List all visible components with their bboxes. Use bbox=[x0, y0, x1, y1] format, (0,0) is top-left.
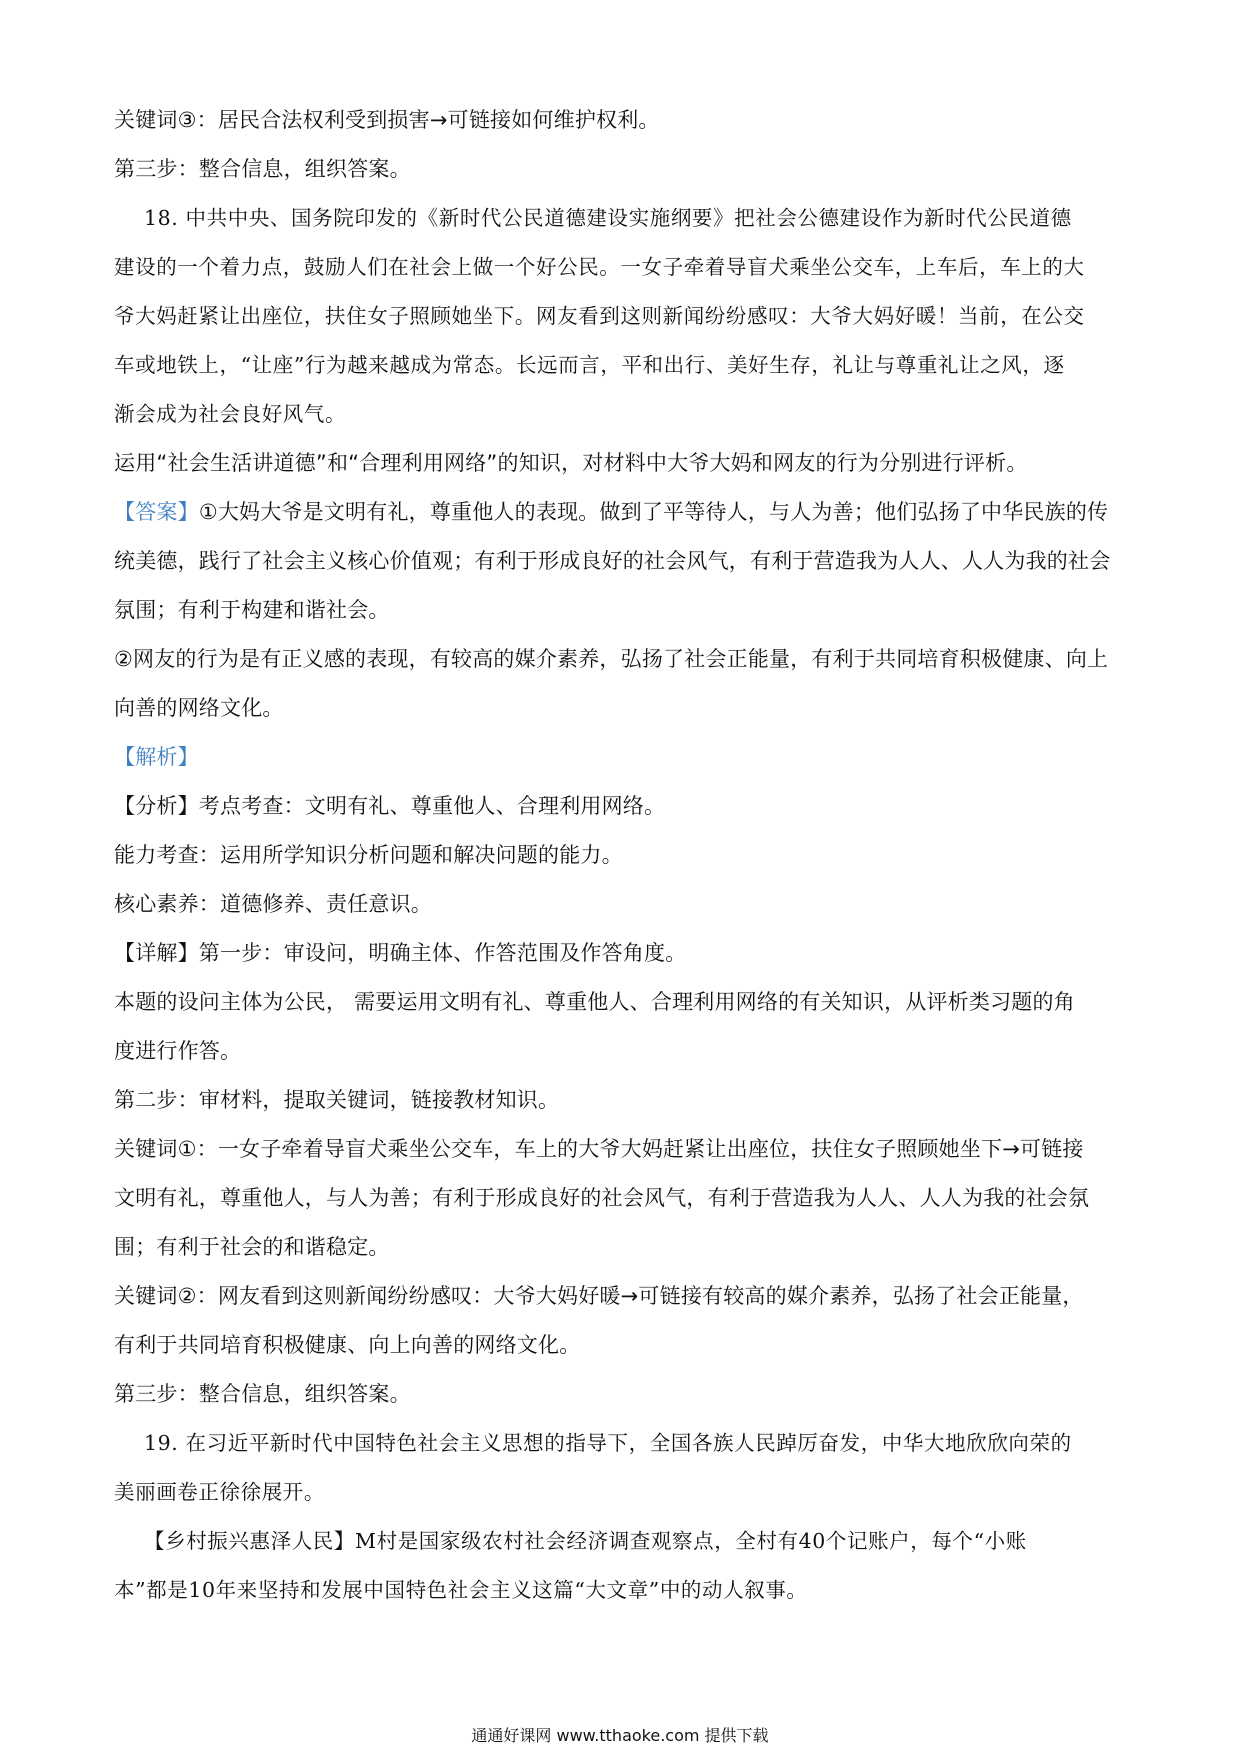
answer-line bbox=[114, 488, 1130, 537]
analysis-line: 【详解】第一步：审设问，明确主体、作答范围及作答角度。 bbox=[114, 941, 687, 965]
analysis-line: 【分析】考点考查：文明有礼、尊重他人、合理利用网络。 bbox=[114, 794, 666, 818]
answer-line: 统美德，践行了社会主义核心价值观；有利于形成良好的社会风气，有利于营造我为人人、人人为我的社会 bbox=[114, 549, 1111, 573]
page-footer: 通通好课网 www.tthaoke.com 提供下载 bbox=[471, 1726, 769, 1745]
analysis-line: 能力考查：运用所学知识分析问题和解决问题的能力。 bbox=[114, 843, 623, 867]
analysis-line: 围；有利于社会的和谐稳定。 bbox=[114, 1235, 390, 1259]
analysis-line: 文明有礼，尊重他人，与人为善；有利于形成良好的社会风气，有利于营造我为人人、人人为我的社会氛 bbox=[114, 1186, 1090, 1210]
analysis-line: 核心素养：道德修养、责任意识。 bbox=[114, 892, 432, 916]
analysis-line: 第三步：整合信息，组织答案。 bbox=[114, 1382, 411, 1406]
question-18-stem: 爷大妈赶紧让出座位，扶住女子照顾她坐下。网友看到这则新闻纷纷感叹：大爷大妈好暖！当前，在公交 bbox=[114, 304, 1085, 328]
question-18-prompt: 运用“社会生活讲道德”和“合理利用网络”的知识，对材料中大爷大妈和网友的行为分别进行评析。 bbox=[114, 451, 1028, 475]
question-19-stem: 19. 在习近平新时代中国特色社会主义思想的指导下，全国各族人民踔厉奋发，中华大地欣欣向荣的 bbox=[144, 1431, 1072, 1455]
answer-line: 氛围；有利于构建和谐社会。 bbox=[114, 598, 390, 622]
answer-text: ①大妈大爷是文明有礼，尊重他人的表现。做到了平等待人，与人为善；他们弘扬了中华民族的传 bbox=[198, 500, 1109, 524]
analysis-line: 关键词①：一女子牵着导盲犬乘坐公交车，车上的大爷大妈赶紧让出座位，扶住女子照顾她坐下→可链接 bbox=[114, 1137, 1084, 1161]
analysis-line: 度进行作答。 bbox=[114, 1039, 242, 1063]
question-18-stem: 渐会成为社会良好风气。 bbox=[114, 402, 347, 426]
analysis-line: 有利于共同培育积极健康、向上向善的网络文化。 bbox=[114, 1333, 581, 1357]
document-body bbox=[114, 96, 1130, 1615]
answer-line: 向善的网络文化。 bbox=[114, 696, 284, 720]
answer-line: ②网友的行为是有正义感的表现，有较高的媒介素养，弘扬了社会正能量，有利于共同培育积极健康、向上 bbox=[114, 647, 1109, 671]
question-18-stem: 车或地铁上，“让座”行为越来越成为常态。长远而言，平和出行、美好生存，礼让与尊重礼让之风，逐 bbox=[114, 353, 1065, 377]
analysis-tag: 【解析】 bbox=[114, 745, 199, 769]
question-19-material: 【乡村振兴惠泽人民】M村是国家级农村社会经济调查观察点，全村有40个记账户，每个“小账 bbox=[144, 1529, 1027, 1553]
question-19-material: 本”都是10年来坚持和发展中国特色社会主义这篇“大文章”中的动人叙事。 bbox=[114, 1578, 808, 1602]
question-19-stem: 美丽画卷正徐徐展开。 bbox=[114, 1480, 325, 1504]
analysis-line: 本题的设问主体为公民， 需要运用文明有礼、尊重他人、合理利用网络的有关知识，从评析类习题的角 bbox=[114, 990, 1075, 1014]
answer-tag: 【答案】 bbox=[114, 500, 199, 524]
text-line: 第三步：整合信息，组织答案。 bbox=[114, 157, 411, 181]
question-18-stem: 建设的一个着力点，鼓励人们在社会上做一个好公民。一女子牵着导盲犬乘坐公交车，上车后，车上的大 bbox=[114, 255, 1085, 279]
text-line: 关键词③：居民合法权利受到损害→可链接如何维护权利。 bbox=[114, 108, 660, 132]
question-18-stem: 18. 中共中央、国务院印发的《新时代公民道德建设实施纲要》把社会公德建设作为新时代公民道德 bbox=[144, 206, 1072, 230]
analysis-line: 第二步：审材料，提取关键词，链接教材知识。 bbox=[114, 1088, 560, 1112]
analysis-line: 关键词②：网友看到这则新闻纷纷感叹：大爷大妈好暖→可链接有较高的媒介素养，弘扬了社会正能量， bbox=[114, 1284, 1084, 1308]
analysis-heading bbox=[114, 733, 1130, 782]
